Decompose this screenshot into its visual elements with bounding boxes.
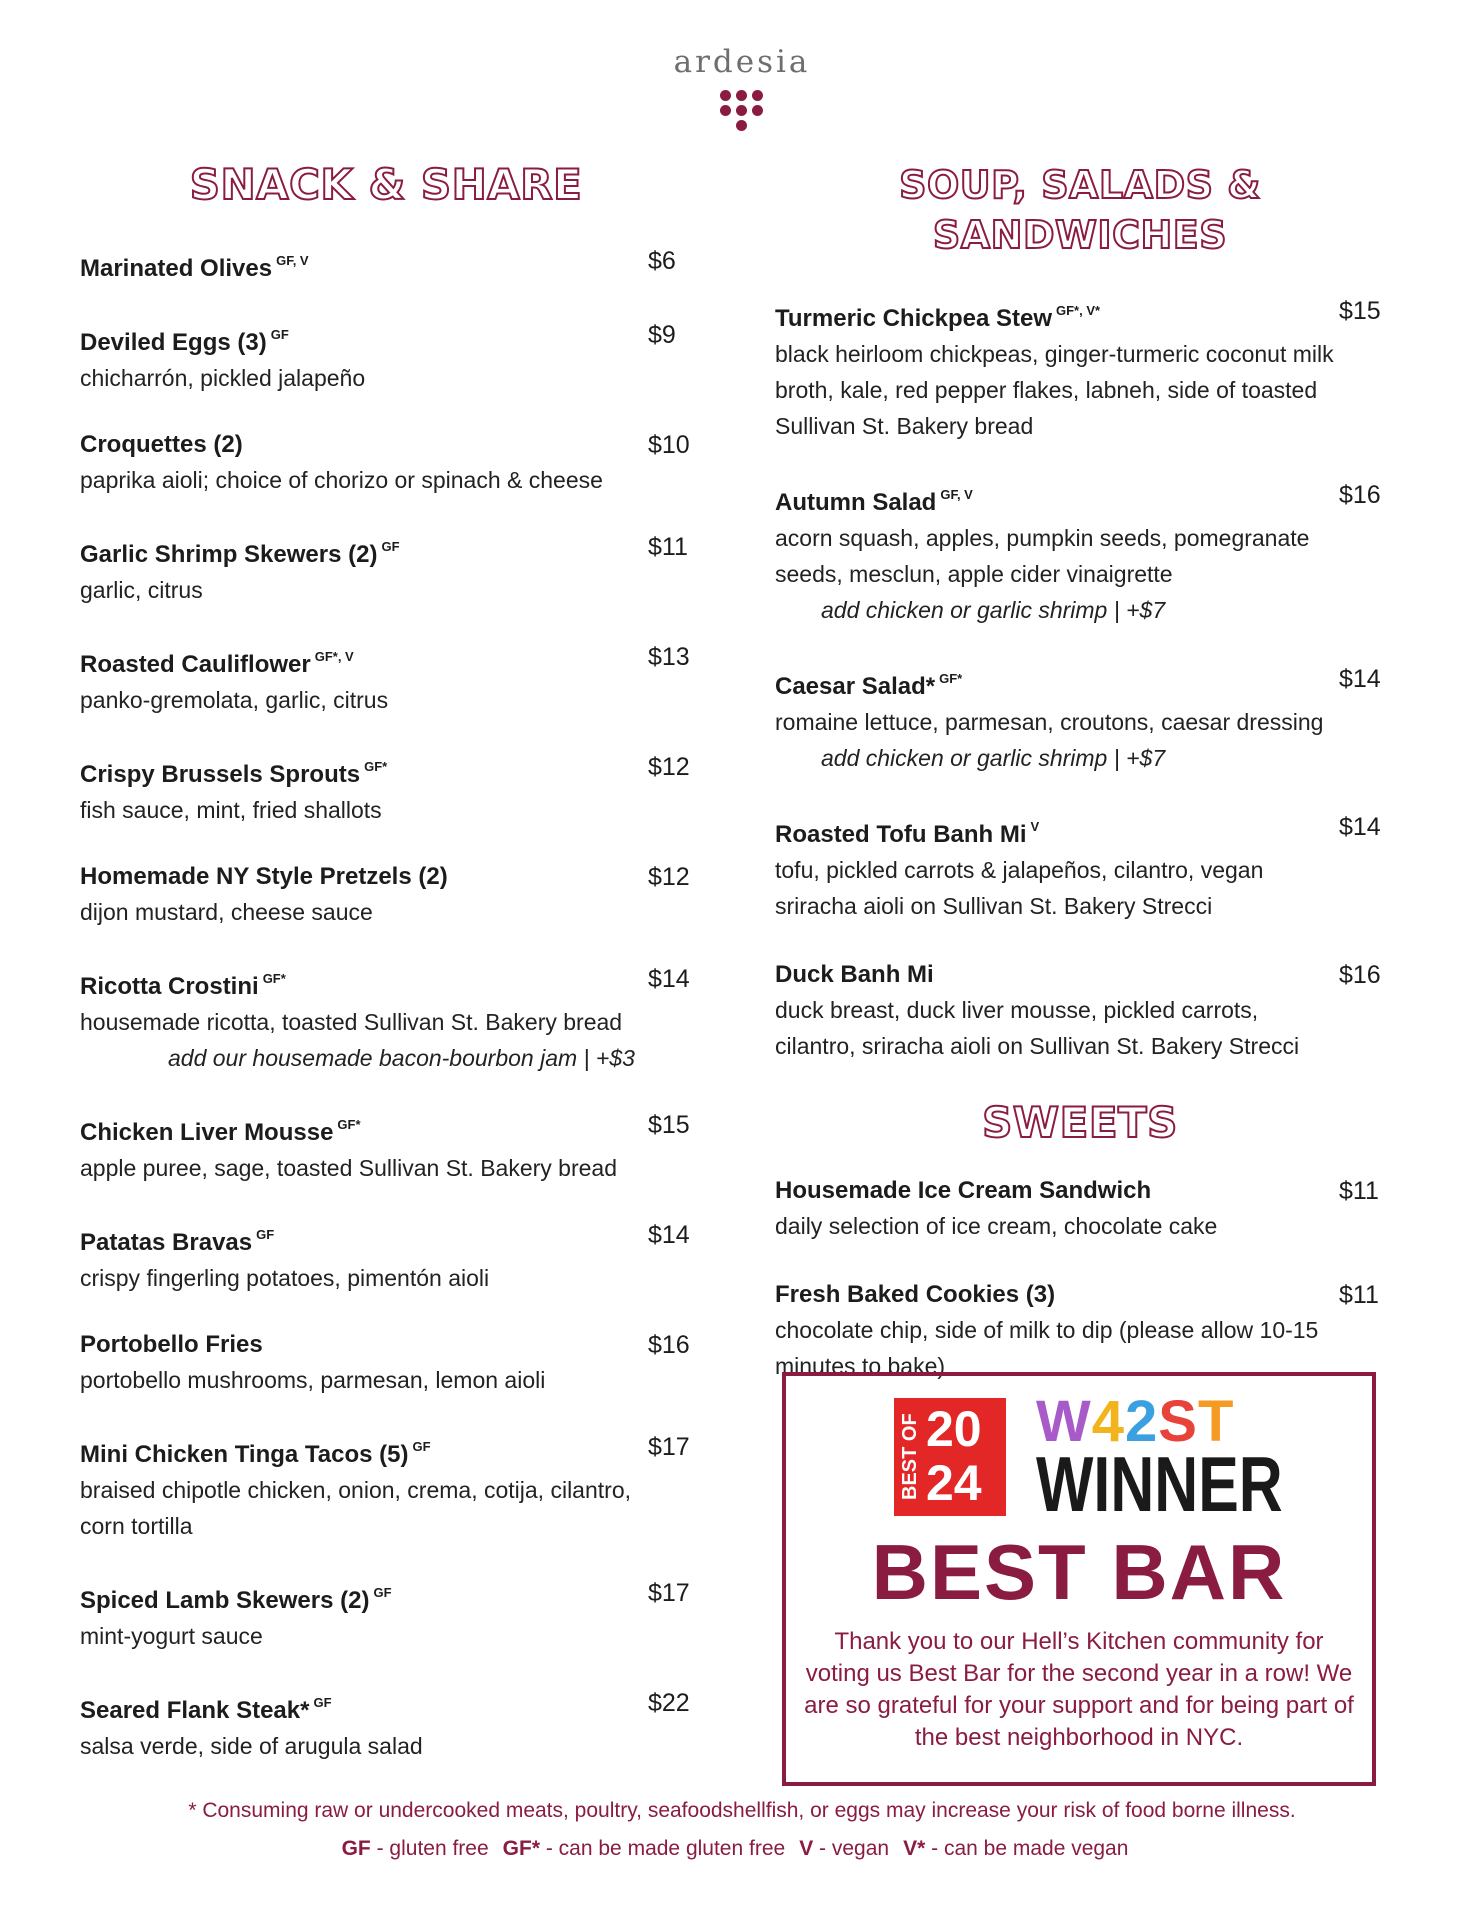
menu-item-name: Marinated Olives $^{GF, V}$ <box>80 253 309 282</box>
menu-item <box>775 662 1385 776</box>
menu-item <box>775 478 1385 628</box>
w42st-letter: 4 <box>1091 1389 1126 1454</box>
badge-year <box>926 1402 1004 1510</box>
menu-item-description: panko-gremolata, garlic, citrus <box>80 687 389 713</box>
menu-item-description: dijon mustard, cheese sauce <box>80 899 373 925</box>
menu-item-name: Roasted Cauliflower $^{GF*, V}$ <box>80 649 354 678</box>
w42st-letter: 2 <box>1125 1389 1159 1454</box>
menu-item-name: Caesar Salad* $^{GF*}$ <box>775 671 963 700</box>
menu-item-name: Garlic Shrimp Skewers (2) $^{GF}$ <box>80 539 400 568</box>
menu-item-description: duck breast, duck liver mousse, pickled carrots, cilantro, sriracha aioli on Sullivan St. Bakery Strecci <box>775 997 1300 1059</box>
menu-item-price: $6 <box>648 247 676 275</box>
menu-item-description: mint-yogurt sauce <box>80 1623 263 1649</box>
menu-item-price: $15 <box>648 1111 690 1139</box>
menu-item <box>80 1686 692 1764</box>
dietary-tags: GF <box>270 327 289 342</box>
w42st-letter: W <box>1036 1389 1092 1454</box>
dietary-tags: V <box>1030 819 1040 834</box>
menu-item <box>80 860 692 930</box>
logo <box>0 44 1484 140</box>
menu-item <box>80 640 692 718</box>
menu-item-price: $17 <box>648 1433 690 1461</box>
menu-item-description: housemade ricotta, toasted Sullivan St. Bakery bread <box>80 1009 623 1035</box>
legend-label: - gluten free <box>376 1837 489 1860</box>
w42st-letter: T <box>1197 1389 1235 1454</box>
legend-entry <box>799 1837 889 1860</box>
sweets-list <box>775 1174 1385 1384</box>
menu-item <box>80 530 692 608</box>
menu-item-description: chocolate chip, side of milk to dip (please allow 10-15 minutes to bake) <box>775 1317 1319 1379</box>
section-title-soup-salads: SOUP, SALADS & SANDWICHES <box>899 163 1261 257</box>
dietary-legend <box>0 1834 1484 1864</box>
menu-item <box>80 962 692 1076</box>
menu-item-name: Patatas Bravas $^{GF}$ <box>80 1227 275 1256</box>
menu-item-price: $16 <box>1339 961 1381 989</box>
menu-item-description: garlic, citrus <box>80 577 203 603</box>
menu-item <box>775 810 1385 924</box>
section-title-sweets: SWEETS <box>982 1098 1178 1147</box>
dietary-tags: GF* <box>364 759 388 774</box>
menu-item <box>80 318 692 396</box>
dietary-tags: GF, V <box>940 487 973 502</box>
menu-item-name: Crispy Brussels Sprouts $^{GF*}$ <box>80 759 388 788</box>
menu-item <box>80 1576 692 1654</box>
dietary-tags: GF, V <box>276 253 309 268</box>
menu-item-name: Mini Chicken Tinga Tacos (5) $^{GF}$ <box>80 1439 431 1468</box>
menu-item-name: Housemade Ice Cream Sandwich <box>775 1177 1152 1204</box>
legend-key: V <box>799 1837 814 1860</box>
menu-item-description: daily selection of ice cream, chocolate cake <box>775 1213 1218 1239</box>
menu-item-price: $14 <box>648 1221 690 1249</box>
dietary-tags: GF <box>373 1585 392 1600</box>
menu-item <box>80 1430 692 1544</box>
legend-entry <box>903 1837 1128 1860</box>
menu-item-price: $12 <box>648 863 690 891</box>
menu-item-price: $14 <box>1339 813 1381 841</box>
menu-item-addon: add our housemade bacon-bourbon jam | +$3 <box>168 1045 635 1071</box>
menu-item-name: Homemade NY Style Pretzels (2) <box>80 863 448 890</box>
menu-item-name: Duck Banh Mi <box>775 961 934 988</box>
brand-name: ardesia <box>673 44 811 80</box>
menu-item-price: $9 <box>648 321 676 349</box>
menu-item-price: $17 <box>648 1579 690 1607</box>
legend-key: GF <box>341 1837 371 1860</box>
menu-item-price: $13 <box>648 643 690 671</box>
menu-item-name: Spiced Lamb Skewers (2) $^{GF}$ <box>80 1585 392 1614</box>
legend-key: GF* <box>502 1837 541 1860</box>
menu-item <box>80 428 692 498</box>
menu-item-description: fish sauce, mint, fried shallots <box>80 797 382 823</box>
menu-item-name: Chicken Liver Mousse $^{GF*}$ <box>80 1117 361 1146</box>
menu-item <box>80 750 692 828</box>
dietary-tags: GF <box>313 1695 332 1710</box>
dietary-tags: GF*, V* <box>1055 303 1101 318</box>
menu-item-description: portobello mushrooms, parmesan, lemon aioli <box>80 1367 546 1393</box>
menu-item-name: Portobello Fries <box>80 1331 263 1358</box>
menu-item-price: $14 <box>648 965 690 993</box>
menu-item-description: crispy fingerling potatoes, pimentón aioli <box>80 1265 490 1291</box>
menu-item <box>80 1328 692 1398</box>
badge-year-top: 20 <box>926 1401 982 1457</box>
menu-item-name: Croquettes (2) <box>80 431 243 458</box>
menu-item-description: paprika aioli; choice of chorizo or spinach & cheese <box>80 467 603 493</box>
soup-salads-list <box>775 294 1385 1064</box>
menu-item-name: Roasted Tofu Banh Mi $^V$ <box>775 819 1040 848</box>
menu-item-price: $16 <box>1339 481 1381 509</box>
best-bar-title: BEST BAR <box>871 1528 1287 1616</box>
menu-item-price: $11 <box>1339 1281 1379 1309</box>
menu-item-addon: add chicken or garlic shrimp | +$7 <box>821 745 1166 771</box>
menu-item-price: $15 <box>1339 297 1381 325</box>
menu-item-price: $12 <box>648 753 690 781</box>
menu-item <box>80 1108 692 1186</box>
badge-year-bottom: 24 <box>926 1455 982 1511</box>
menu-item-description: salsa verde, side of arugula salad <box>80 1733 423 1759</box>
snack-share-list <box>80 244 692 1764</box>
menu-item <box>80 244 692 286</box>
legend-entry <box>503 1837 786 1860</box>
menu-item-price: $11 <box>648 533 688 561</box>
menu-item <box>775 1174 1385 1244</box>
legend-label: - vegan <box>819 1837 890 1860</box>
food-safety-note: * Consuming raw or undercooked meats, poultry, seafoodshellfish, or eggs may increase your risk of food borne illness. <box>188 1799 1296 1822</box>
menu-item-description: romaine lettuce, parmesan, croutons, caesar dressing <box>775 709 1324 735</box>
dietary-tags: GF <box>412 1439 431 1454</box>
winner-label: WINNER <box>1036 1440 1283 1528</box>
menu-item-price: $16 <box>648 1331 690 1359</box>
menu-item-description: black heirloom chickpeas, ginger-turmeric coconut milk broth, kale, red pepper flakes, labneh, side of toasted Sullivan St. Bakery bread <box>775 341 1334 439</box>
menu-item-name: Fresh Baked Cookies (3) <box>775 1281 1056 1308</box>
menu-item-name: Autumn Salad $^{GF, V}$ <box>775 487 973 516</box>
dietary-tags: GF* <box>939 671 963 686</box>
menu-item <box>775 294 1385 444</box>
dietary-tags: GF <box>381 539 400 554</box>
award-thanks-text: Thank you to our Hell’s Kitchen community for voting us Best Bar for the second year in a row! We are so grateful for your support and for being part of the best neighborhood in NYC. <box>804 1628 1354 1751</box>
menu-item-price: $22 <box>648 1689 690 1717</box>
menu-item-description: acorn squash, apples, pumpkin seeds, pomegranate seeds, mesclun, apple cider vinaigrette <box>775 525 1310 587</box>
soup-salads-section <box>775 160 1385 1418</box>
menu-item-name: Seared Flank Steak* $^{GF}$ <box>80 1695 332 1724</box>
menu-item <box>80 1218 692 1296</box>
badge-best-of: BEST OF <box>899 1413 921 1501</box>
dietary-tags: GF* <box>262 971 286 986</box>
menu-item-addon: add chicken or garlic shrimp | +$7 <box>821 597 1166 623</box>
w42st-letter: S <box>1158 1389 1198 1454</box>
dietary-tags: GF* <box>337 1117 361 1132</box>
menu-item <box>775 1278 1385 1384</box>
menu-item-name: Ricotta Crostini $^{GF*}$ <box>80 971 286 1000</box>
menu-item-price: $10 <box>648 431 690 459</box>
menu-item-name: Turmeric Chickpea Stew $^{GF*, V*}$ <box>775 303 1101 332</box>
legend-label: - can be made vegan <box>931 1837 1129 1860</box>
dietary-tags: GF <box>256 1227 275 1242</box>
menu-item-name: Deviled Eggs (3) $^{GF}$ <box>80 327 289 356</box>
menu-item-description: apple puree, sage, toasted Sullivan St. Bakery bread <box>80 1155 618 1181</box>
menu-item-description: braised chipotle chicken, onion, crema, cotija, cilantro, corn tortilla <box>80 1477 632 1539</box>
grape-dots-icon <box>717 90 767 140</box>
legend-key: V* <box>903 1837 926 1860</box>
section-title-snack-share: SNACK & SHARE <box>189 160 583 209</box>
best-of-badge <box>894 1398 1006 1516</box>
menu-item-description: tofu, pickled carrots & jalapeños, cilantro, vegan sriracha aioli on Sullivan St. Bakery Strecci <box>775 857 1264 919</box>
footer <box>0 1796 1484 1864</box>
menu-item-description: chicharrón, pickled jalapeño <box>80 365 366 391</box>
menu-item <box>775 958 1385 1064</box>
menu-item-price: $11 <box>1339 1177 1379 1205</box>
menu-item-price: $14 <box>1339 665 1381 693</box>
snack-share-section <box>80 160 692 1796</box>
award-box <box>782 1372 1376 1786</box>
legend-label: - can be made gluten free <box>545 1837 786 1860</box>
legend-entry <box>342 1837 489 1860</box>
dietary-tags: GF*, V <box>314 649 354 664</box>
